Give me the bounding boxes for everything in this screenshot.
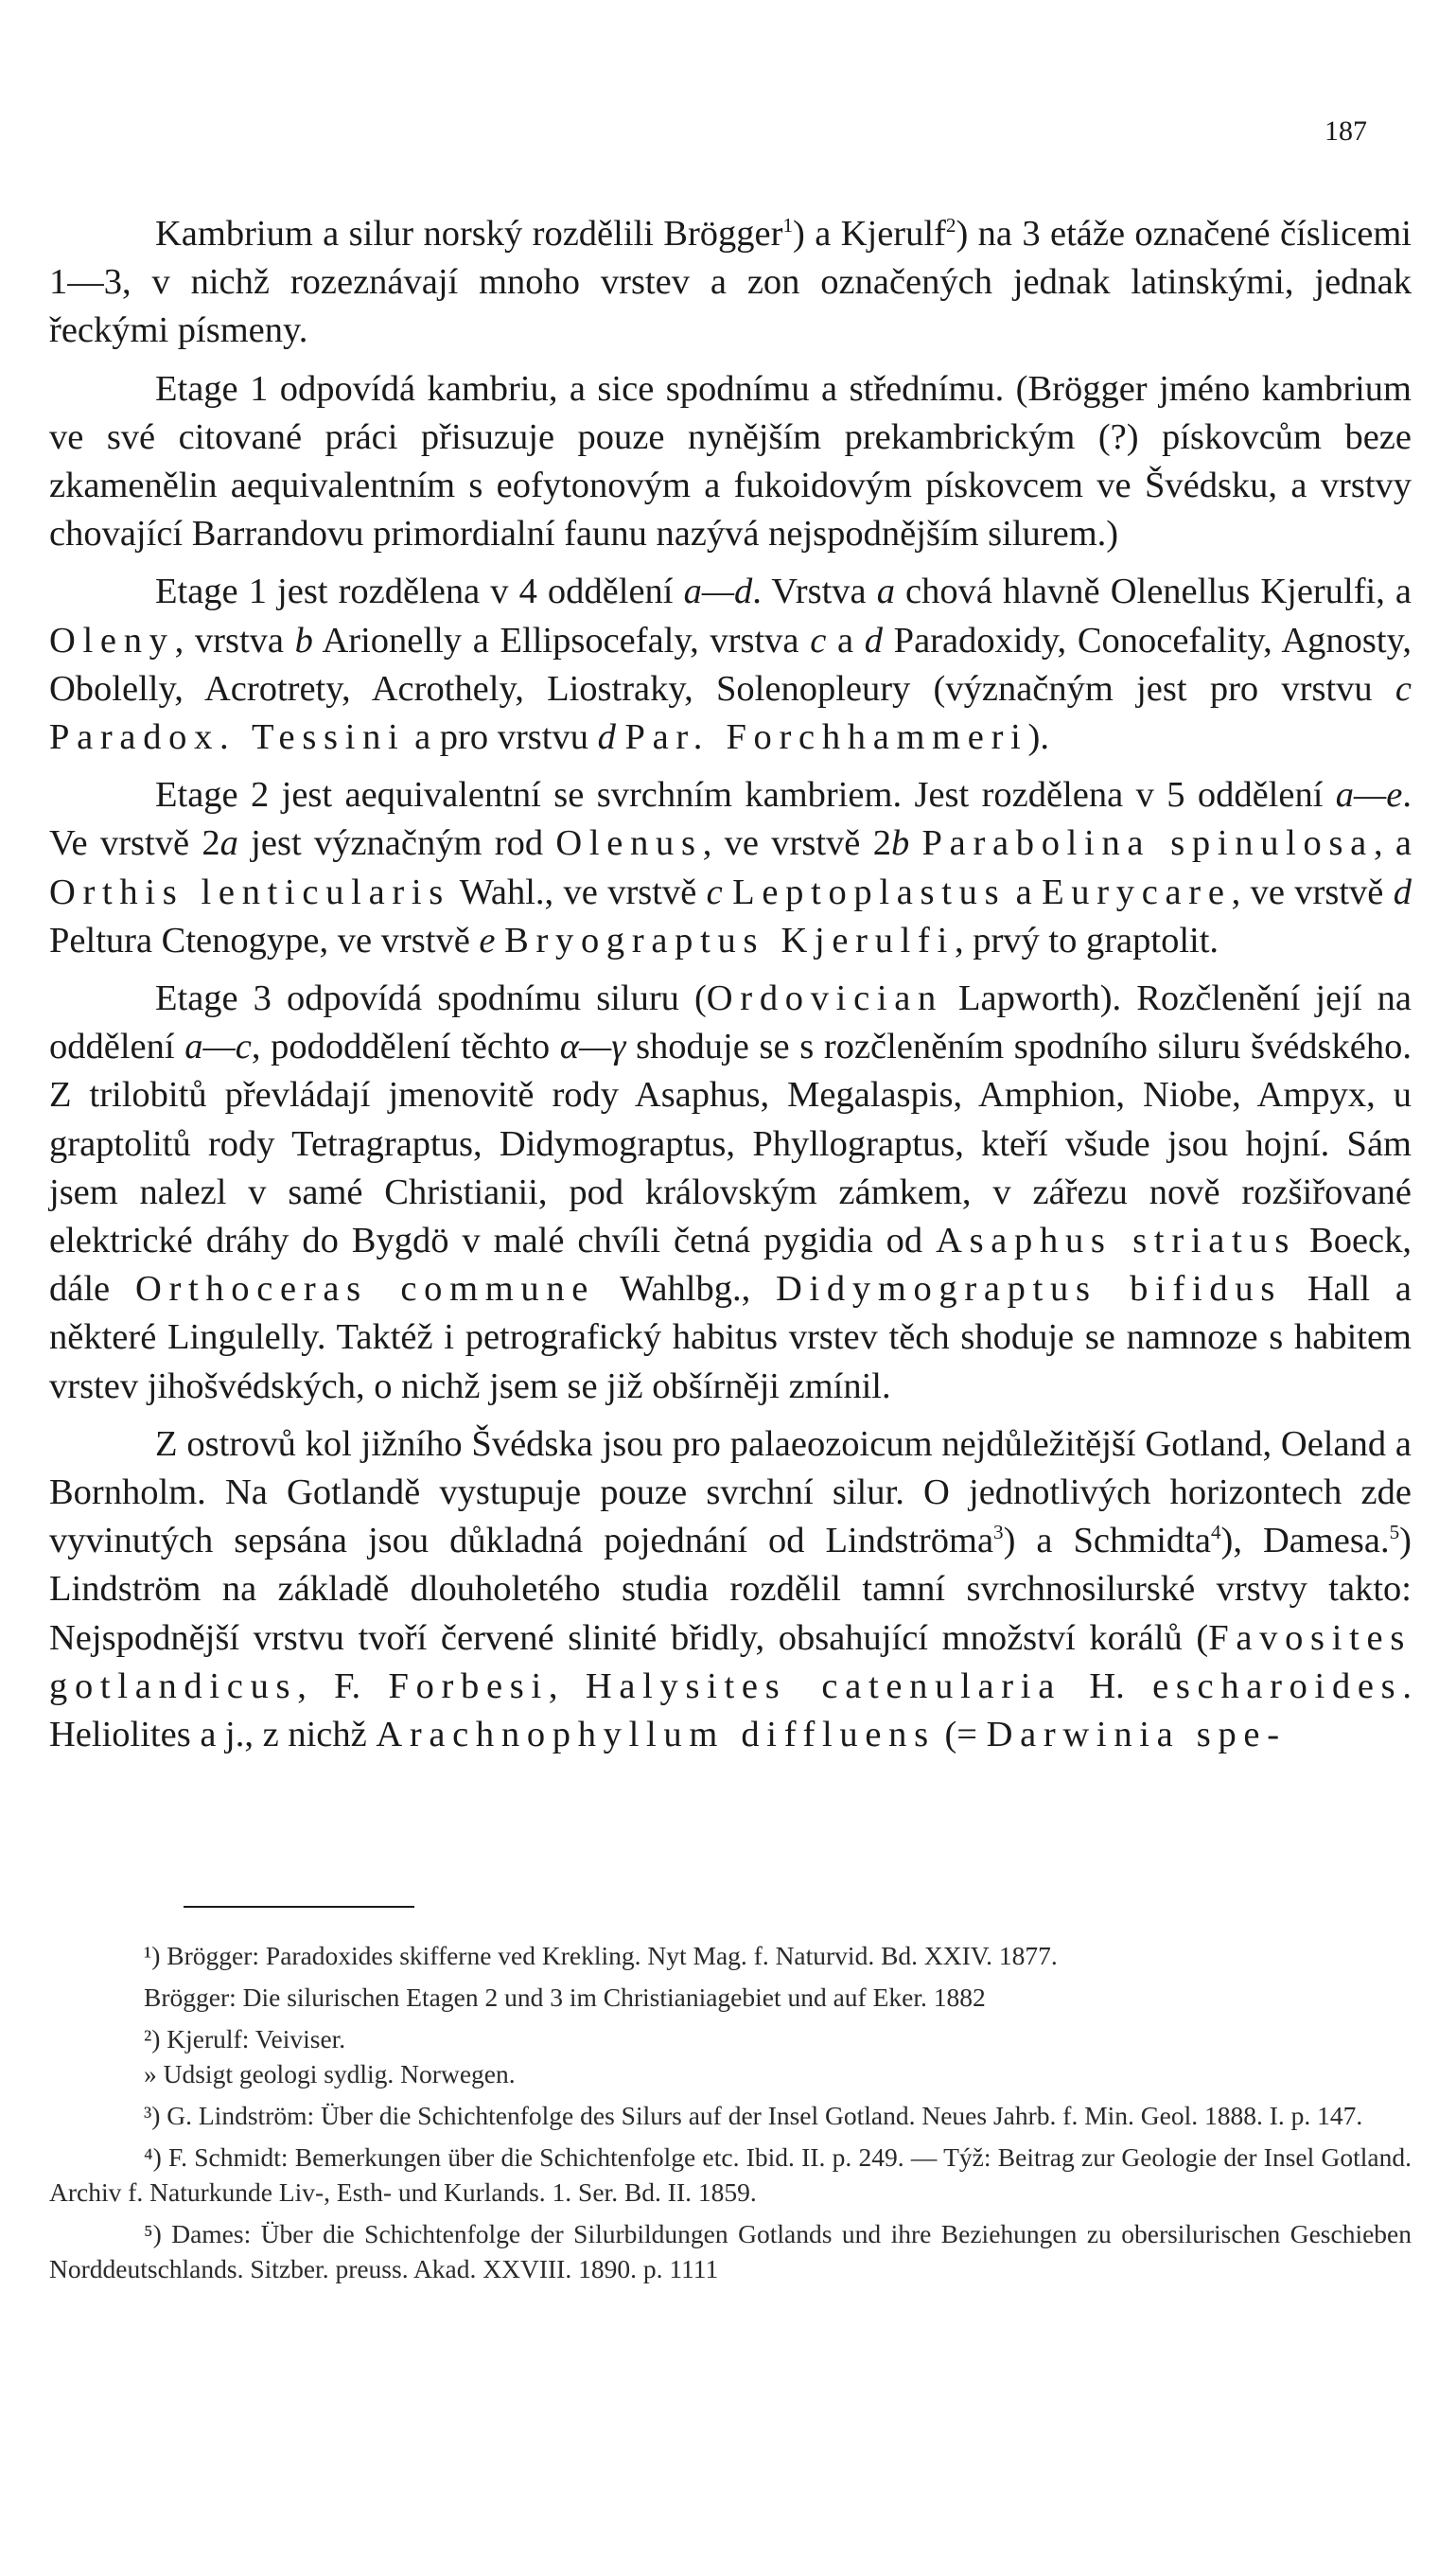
footnote: ⁴) F. Schmidt: Bemerkungen über die Schichtenfolge etc. Ibid. II. p. 249. — Týž: Beitrag zur Geologie der Insel Gotland. Archiv f. Naturkunde Liv-, Esth- und Kurlands. 1. Ser. Bd. II. 1859.: [49, 2142, 1412, 2207]
text-run: , pododdělení těchto: [251, 1027, 560, 1067]
italic-label: e: [479, 920, 496, 960]
text-run: Paradoxidy, Conocefality, Agnosty, Obolelly, Acrotrety, Acrothely, Liostraky, Solenopleury (význačným jest pro vrstvu: [49, 620, 1412, 709]
italic-label: d: [1393, 872, 1412, 912]
text-run: Etage 3 odpovídá spodnímu siluru (: [155, 978, 707, 1019]
page-number: 187: [1324, 115, 1367, 147]
text-run: [723, 872, 732, 912]
text-run: , ve vrstvě 2: [702, 823, 891, 864]
text-run: jest význačným rod: [237, 823, 556, 864]
spaced-taxon: Par. Forchhammeri: [624, 717, 1028, 758]
text-run: [909, 823, 921, 863]
paragraph: [49, 771, 1412, 965]
text-run: Peltura Ctenogype, ve vrstvě: [49, 920, 480, 960]
italic-label: a—d: [683, 572, 753, 612]
paragraph: [49, 568, 1412, 762]
italic-label: b: [890, 823, 910, 864]
text-run: ) a Schmidta: [1003, 1521, 1211, 1561]
paragraph: [49, 365, 1412, 559]
italic-label: d: [597, 717, 616, 758]
text-run: . Vrstva: [752, 572, 877, 612]
text-run: ).: [1027, 717, 1049, 758]
italic-label: c: [1395, 668, 1412, 709]
spaced-taxon: Arachnophyllum diffluens: [376, 1715, 936, 1755]
footnote-ref: 2: [945, 214, 956, 238]
text-run: chová hlavně Olenellus Kjerulfi, a: [894, 572, 1412, 612]
footnote-separator: [184, 1906, 414, 1908]
footnote-ref: 1: [782, 214, 794, 238]
spaced-taxon: Asaphus striatus: [936, 1221, 1297, 1261]
italic-label: c: [706, 872, 723, 912]
footnote-ref: 4: [1210, 1521, 1221, 1544]
footnote: » Udsigt geologi sydlig. Norwegen.: [144, 2059, 516, 2088]
italic-label: a—c: [184, 1027, 252, 1067]
text-run: shoduje se s rozčleněním spodního siluru švédského. Z trilobitů převládají jmenovitě rody Asaphus, Megalaspis, Amphion, Niobe, Ampyx, u graptolitů rody Tetragraptus, Didymograptus, Phyllograptus, kteří všude jsou hojní. Sám jsem nalezl v samé Christianii, pod královským zámkem, v zářezu nově rozšiřované elektrické dráhy do Bygdö v malé chvíli četná pygidia od: [49, 1027, 1412, 1261]
text-run: Lapworth). Rozčlenění její na oddělení: [49, 978, 1412, 1067]
italic-label: d: [864, 620, 883, 661]
spaced-taxon: Paradox. Tessini: [49, 717, 406, 758]
text-run: Kambrium a silur norský rozdělili Brögger: [155, 214, 783, 254]
footnote: ²) Kjerulf: Veiviser.: [144, 2024, 346, 2053]
spaced-taxon: Darwinia spe-: [986, 1715, 1287, 1755]
text-run: . Ve vrstvě 2: [49, 775, 1412, 864]
text-run: [496, 921, 505, 960]
footnote: ³) G. Lindström: Über die Schichtenfolge des Silurs auf der Insel Gotland. Neues Jahrb. f. Min. Geol. 1888. I. p. 147.: [144, 2101, 1363, 2130]
text-run: (=: [935, 1715, 987, 1755]
text-run: Wahlbg.,: [595, 1269, 777, 1310]
spaced-taxon: Leptoplastus: [732, 872, 1007, 912]
text-run: Etage 1 jest rozdělena v 4 oddělení: [155, 572, 684, 612]
spaced-taxon: Oleny: [49, 620, 175, 661]
spaced-taxon: Bryograptus Kjerulfi: [504, 920, 955, 960]
text-run: . Heliolites a j., z nichž: [49, 1665, 1412, 1755]
text-run: , vrstva: [174, 620, 295, 661]
text-run: a: [826, 620, 865, 661]
text-run: Hall a některé Lingulelly. Taktéž i petrografický habitus vrstev těch shoduje se namnoze s habitem vrstev jihošvédských, o nichž jsem se již obšírněji zmínil.: [49, 1269, 1412, 1406]
footnote: ¹) Brögger: Paradoxides skifferne ved Krekling. Nyt Mag. f. Naturvid. Bd. XXIV. 1877.: [144, 1941, 1058, 1970]
text-run: ) na 3 etáže označené číslicemi 1—3, v nichž rozeznávají mnoho vrstev a zon označených jednak latinskými, jednak řeckými písmeny.: [49, 214, 1412, 351]
spaced-taxon: Orthis lenticularis: [49, 872, 450, 912]
text-run: Etage 2 jest aequivalentní se svrchním kambriem. Jest rozdělena v 5 oddělení: [155, 775, 1336, 816]
text-run: , ve vrstvě: [1231, 872, 1394, 912]
text-run: Etage 1 odpovídá kambriu, a sice spodnímu a střednímu. (Brögger jméno kambrium ve své citované práci přisuzuje pouze nynějším prekambrickým (?) pískovcům beze zkamenělin aequivalentním s eofytonovým a fukoidovým pískovcem ve Švédsku, a vrstvy chovající Barrandovu primordialní faunu nazývá nejspodnějším silurem.): [49, 368, 1412, 555]
text-run: ), Damesa.: [1220, 1521, 1390, 1561]
italic-label: a—e: [1335, 775, 1403, 816]
spaced-taxon: Orthoceras commune: [134, 1269, 596, 1310]
footnote: ⁵) Dames: Über die Schichtenfolge der Silurbildungen Gotlands und ihre Beziehungen zu obersilurischen Geschieben Norddeutschlands. Sitzber. preuss. Akad. XXVIII. 1890. p. 1111: [49, 2219, 1412, 2283]
paragraph: [49, 975, 1412, 1411]
paragraph: [49, 1420, 1412, 1759]
body-text: [49, 210, 1412, 1769]
spaced-taxon: Favosites gotlandicus: [49, 1617, 1412, 1706]
spaced-taxon: Parabolina spinulosa: [921, 823, 1374, 864]
text-run: ) a Kjerulf: [793, 214, 946, 254]
text-run: Wahl., ve vrstvě: [449, 872, 707, 912]
text-run: a pro vrstvu: [405, 717, 598, 758]
text-run: , F.: [297, 1665, 389, 1706]
spaced-taxon: Forbesi: [388, 1665, 549, 1706]
spaced-taxon: Didymograptus bifidus: [776, 1269, 1283, 1310]
italic-label: α—γ: [559, 1027, 626, 1067]
text-run: a: [1006, 872, 1043, 912]
text-run: H.: [1061, 1665, 1153, 1706]
spaced-taxon: Olenus: [555, 823, 703, 864]
text-run: ) Lindström na základě dlouholetého studia rozdělil tamní svrchnosilurské vrstvy takto: Nejspodnější vrstvu tvoří červené slinité břidly, obsahující množství korálů (: [49, 1521, 1412, 1658]
footnote-ref: 5: [1389, 1521, 1400, 1544]
italic-label: a: [219, 823, 238, 864]
spaced-taxon: Eurycare: [1042, 872, 1232, 912]
text-run: , a: [1373, 823, 1412, 864]
text-run: , prvý to graptolit.: [954, 920, 1219, 960]
text-run: [616, 717, 625, 757]
footnote-ref: 3: [993, 1521, 1004, 1544]
footnotes: [49, 1938, 1412, 2293]
spaced-taxon: Halysites catenularia: [585, 1665, 1061, 1706]
italic-label: c: [810, 620, 827, 661]
text-run: Boeck, dále: [49, 1221, 1412, 1310]
italic-label: b: [294, 620, 313, 661]
italic-label: a: [876, 572, 895, 612]
text-run: Arionelly a Ellipsocefaly, vrstva: [312, 620, 811, 661]
spaced-taxon: escharoides: [1152, 1665, 1403, 1706]
text-run: ,: [548, 1665, 586, 1706]
paragraph: [49, 210, 1412, 356]
text-run: Z ostrovů kol jižního Švédska jsou pro palaeozoicum nejdůležitější Gotland, Oeland a Bornholm. Na Gotlandě vystupuje pouze svrchní silur. O jednotlivých horizontech zde vyvinutých sepsána jsou důkladná pojednání od Lindströma: [49, 1423, 1412, 1561]
footnote: Brögger: Die silurischen Etagen 2 und 3 im Christianiagebiet und auf Eker. 1882: [144, 1983, 986, 2012]
spaced-taxon: Ordovician: [706, 978, 943, 1019]
